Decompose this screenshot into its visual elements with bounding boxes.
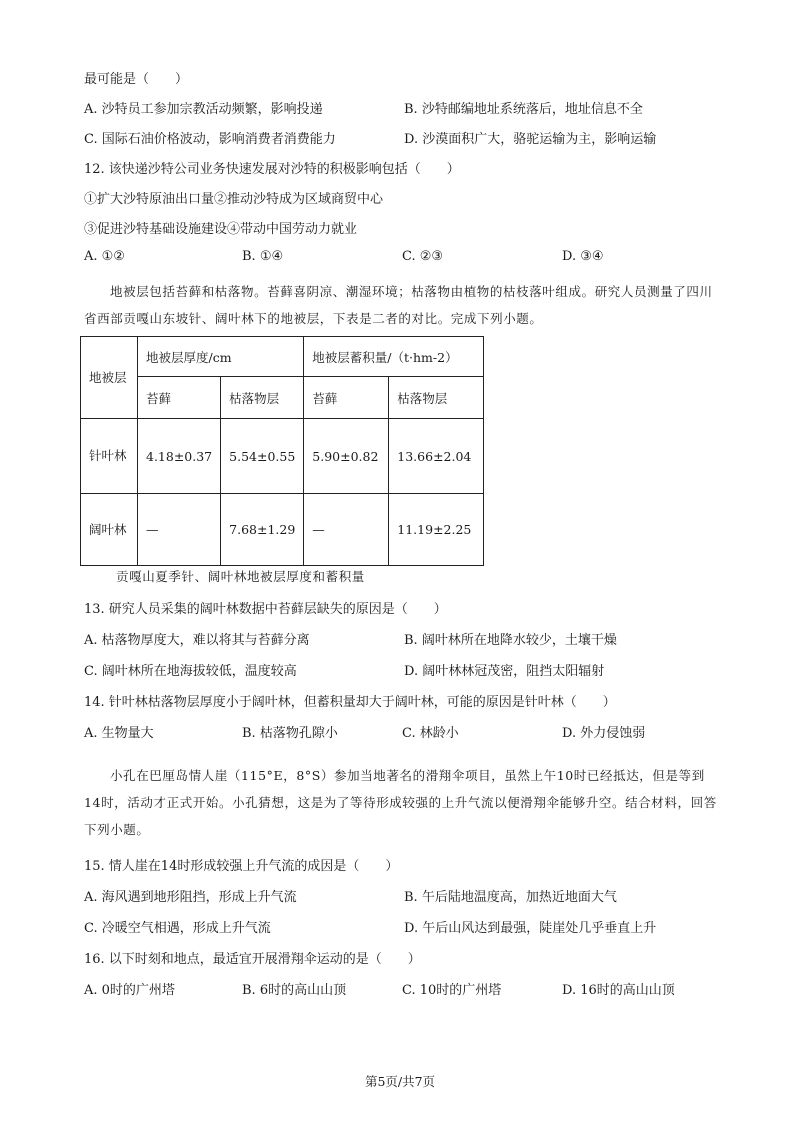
- q13-stem: 13. 研究人员采集的阔叶林数据中苔藓层缺失的原因是（ ）: [84, 602, 447, 617]
- page-number-footer: 第5页/共7页: [364, 1074, 436, 1089]
- q15-option-a: A. 海风遇到地形阻挡，形成上升气流: [84, 890, 297, 905]
- q16-stem: 16. 以下时刻和地点，最适宜开展滑翔伞运动的是（ ）: [84, 952, 421, 967]
- subheader-moss-thickness: 苔藓: [138, 377, 221, 419]
- q11-option-d: D. 沙漠面积广大，骆驼运输为主，影响运输: [404, 132, 657, 147]
- q16-option-b: B. 6时的高山山顶: [242, 983, 347, 998]
- question-prompt-continued: 最可能是（ ）: [84, 72, 189, 87]
- q13-option-c: C. 阔叶林所在地海拔较低，温度较高: [84, 664, 297, 679]
- cell-litter-thickness: 5.54±0.55: [221, 419, 304, 494]
- cell-moss-storage: —: [304, 494, 389, 566]
- q11-option-a: A. 沙特员工参加宗教活动频繁，影响投递: [84, 102, 323, 117]
- q15-options-row-1: [84, 886, 724, 906]
- cell-litter-thickness: 7.68±1.29: [221, 494, 304, 566]
- q13-option-d: D. 阔叶林林冠茂密，阻挡太阳辐射: [404, 664, 605, 679]
- q14-option-b: B. 枯落物孔隙小: [242, 726, 338, 741]
- q15-stem: 15. 情人崖在14时形成较强上升气流的成因是（ ）: [84, 859, 399, 874]
- q13-options-row-1: [84, 629, 724, 649]
- row-label-conifer: 针叶林: [81, 419, 138, 494]
- q12-option-a: A. ①②: [84, 249, 125, 264]
- q15-options-row-2: [84, 917, 724, 937]
- q13-option-a: A. 枯落物厚度大，难以将其与苔藓分离: [84, 633, 310, 648]
- q15-option-d: D. 午后山风达到最强，陡崖处几乎垂直上升: [404, 921, 657, 936]
- table-caption: 贡嘎山夏季针、阔叶林地被层厚度和蓄积量: [116, 569, 365, 584]
- q11-options-row-1: [84, 98, 724, 118]
- q16-option-a: A. 0时的广州塔: [84, 983, 175, 998]
- cell-moss-thickness: 4.18±0.37: [138, 419, 221, 494]
- q14-option-c: C. 林龄小: [402, 726, 459, 741]
- q11-options-row-2: [84, 128, 724, 148]
- q12-options: [84, 249, 724, 269]
- q13-options-row-2: [84, 660, 724, 680]
- table-row: [81, 494, 484, 566]
- cell-moss-storage: 5.90±0.82: [304, 419, 389, 494]
- q16-option-d: D. 16时的高山山顶: [562, 983, 675, 998]
- subheader-litter-thickness: 枯落物层: [221, 377, 304, 419]
- table-row: [81, 419, 484, 494]
- ground-layer-table: [80, 336, 484, 566]
- q14-option-a: A. 生物量大: [84, 726, 154, 741]
- cell-litter-storage: 13.66±2.04: [389, 419, 484, 494]
- material-intro-ground-layer: 地被层包括苔藓和枯落物。苔藓喜阴凉、潮湿环境；枯落物由植物的枯枝落叶组成。研究人员测量了四川省西部贡嘎山东坡针、阔叶林下的地被层，下表是二者的对比。完成下列小题。: [84, 284, 713, 326]
- table-corner-label: 地被层: [81, 337, 138, 419]
- row-label-broadleaf: 阔叶林: [81, 494, 138, 566]
- q12-stem: 12. 该快递沙特公司业务快速发展对沙特的积极影响包括（ ）: [84, 162, 460, 177]
- q14-stem: 14. 针叶林枯落物层厚度小于阔叶林，但蓄积量却大于阔叶林，可能的原因是针叶林（ ）: [84, 695, 616, 710]
- subheader-litter-storage: 枯落物层: [389, 377, 484, 419]
- q12-item-b: ③促进沙特基础设施建设④带动中国劳动力就业: [84, 222, 358, 237]
- header-thickness: 地被层厚度/cm: [138, 337, 304, 377]
- cell-moss-thickness: —: [138, 494, 221, 566]
- q14-options: [84, 722, 724, 742]
- q16-option-c: C. 10时的广州塔: [402, 983, 502, 998]
- material-intro-paragliding: 小孔在巴厘岛情人崖（115°E，8°S）参加当地著名的滑翔伞项目，虽然上午10时已经抵达，但是等到14时，活动才正式开始。小孔猜想，这是为了等待形成较强的上升气流以便滑翔伞能够升空。结合材料，回答下列小题。: [84, 768, 717, 837]
- q12-item-a: ①扩大沙特原油出口量②推动沙特成为区域商贸中心: [84, 192, 384, 207]
- q14-option-d: D. 外力侵蚀弱: [562, 726, 646, 741]
- q15-option-c: C. 冷暖空气相遇，形成上升气流: [84, 921, 271, 936]
- q12-option-d: D. ③④: [562, 249, 604, 264]
- q12-option-c: C. ②③: [402, 249, 444, 264]
- q12-option-b: B. ①④: [242, 249, 284, 264]
- q11-option-b: B. 沙特邮编地址系统落后，地址信息不全: [404, 102, 643, 117]
- subheader-moss-storage: 苔藓: [304, 377, 389, 419]
- q16-options: [84, 979, 724, 999]
- cell-litter-storage: 11.19±2.25: [389, 494, 484, 566]
- q11-option-c: C. 国际石油价格波动，影响消费者消费能力: [84, 132, 336, 147]
- q15-option-b: B. 午后陆地温度高，加热近地面大气: [404, 890, 617, 905]
- q13-option-b: B. 阔叶林所在地降水较少，土壤干燥: [404, 633, 617, 648]
- header-storage: 地被层蓄积量/（t·hm-2）: [304, 337, 484, 377]
